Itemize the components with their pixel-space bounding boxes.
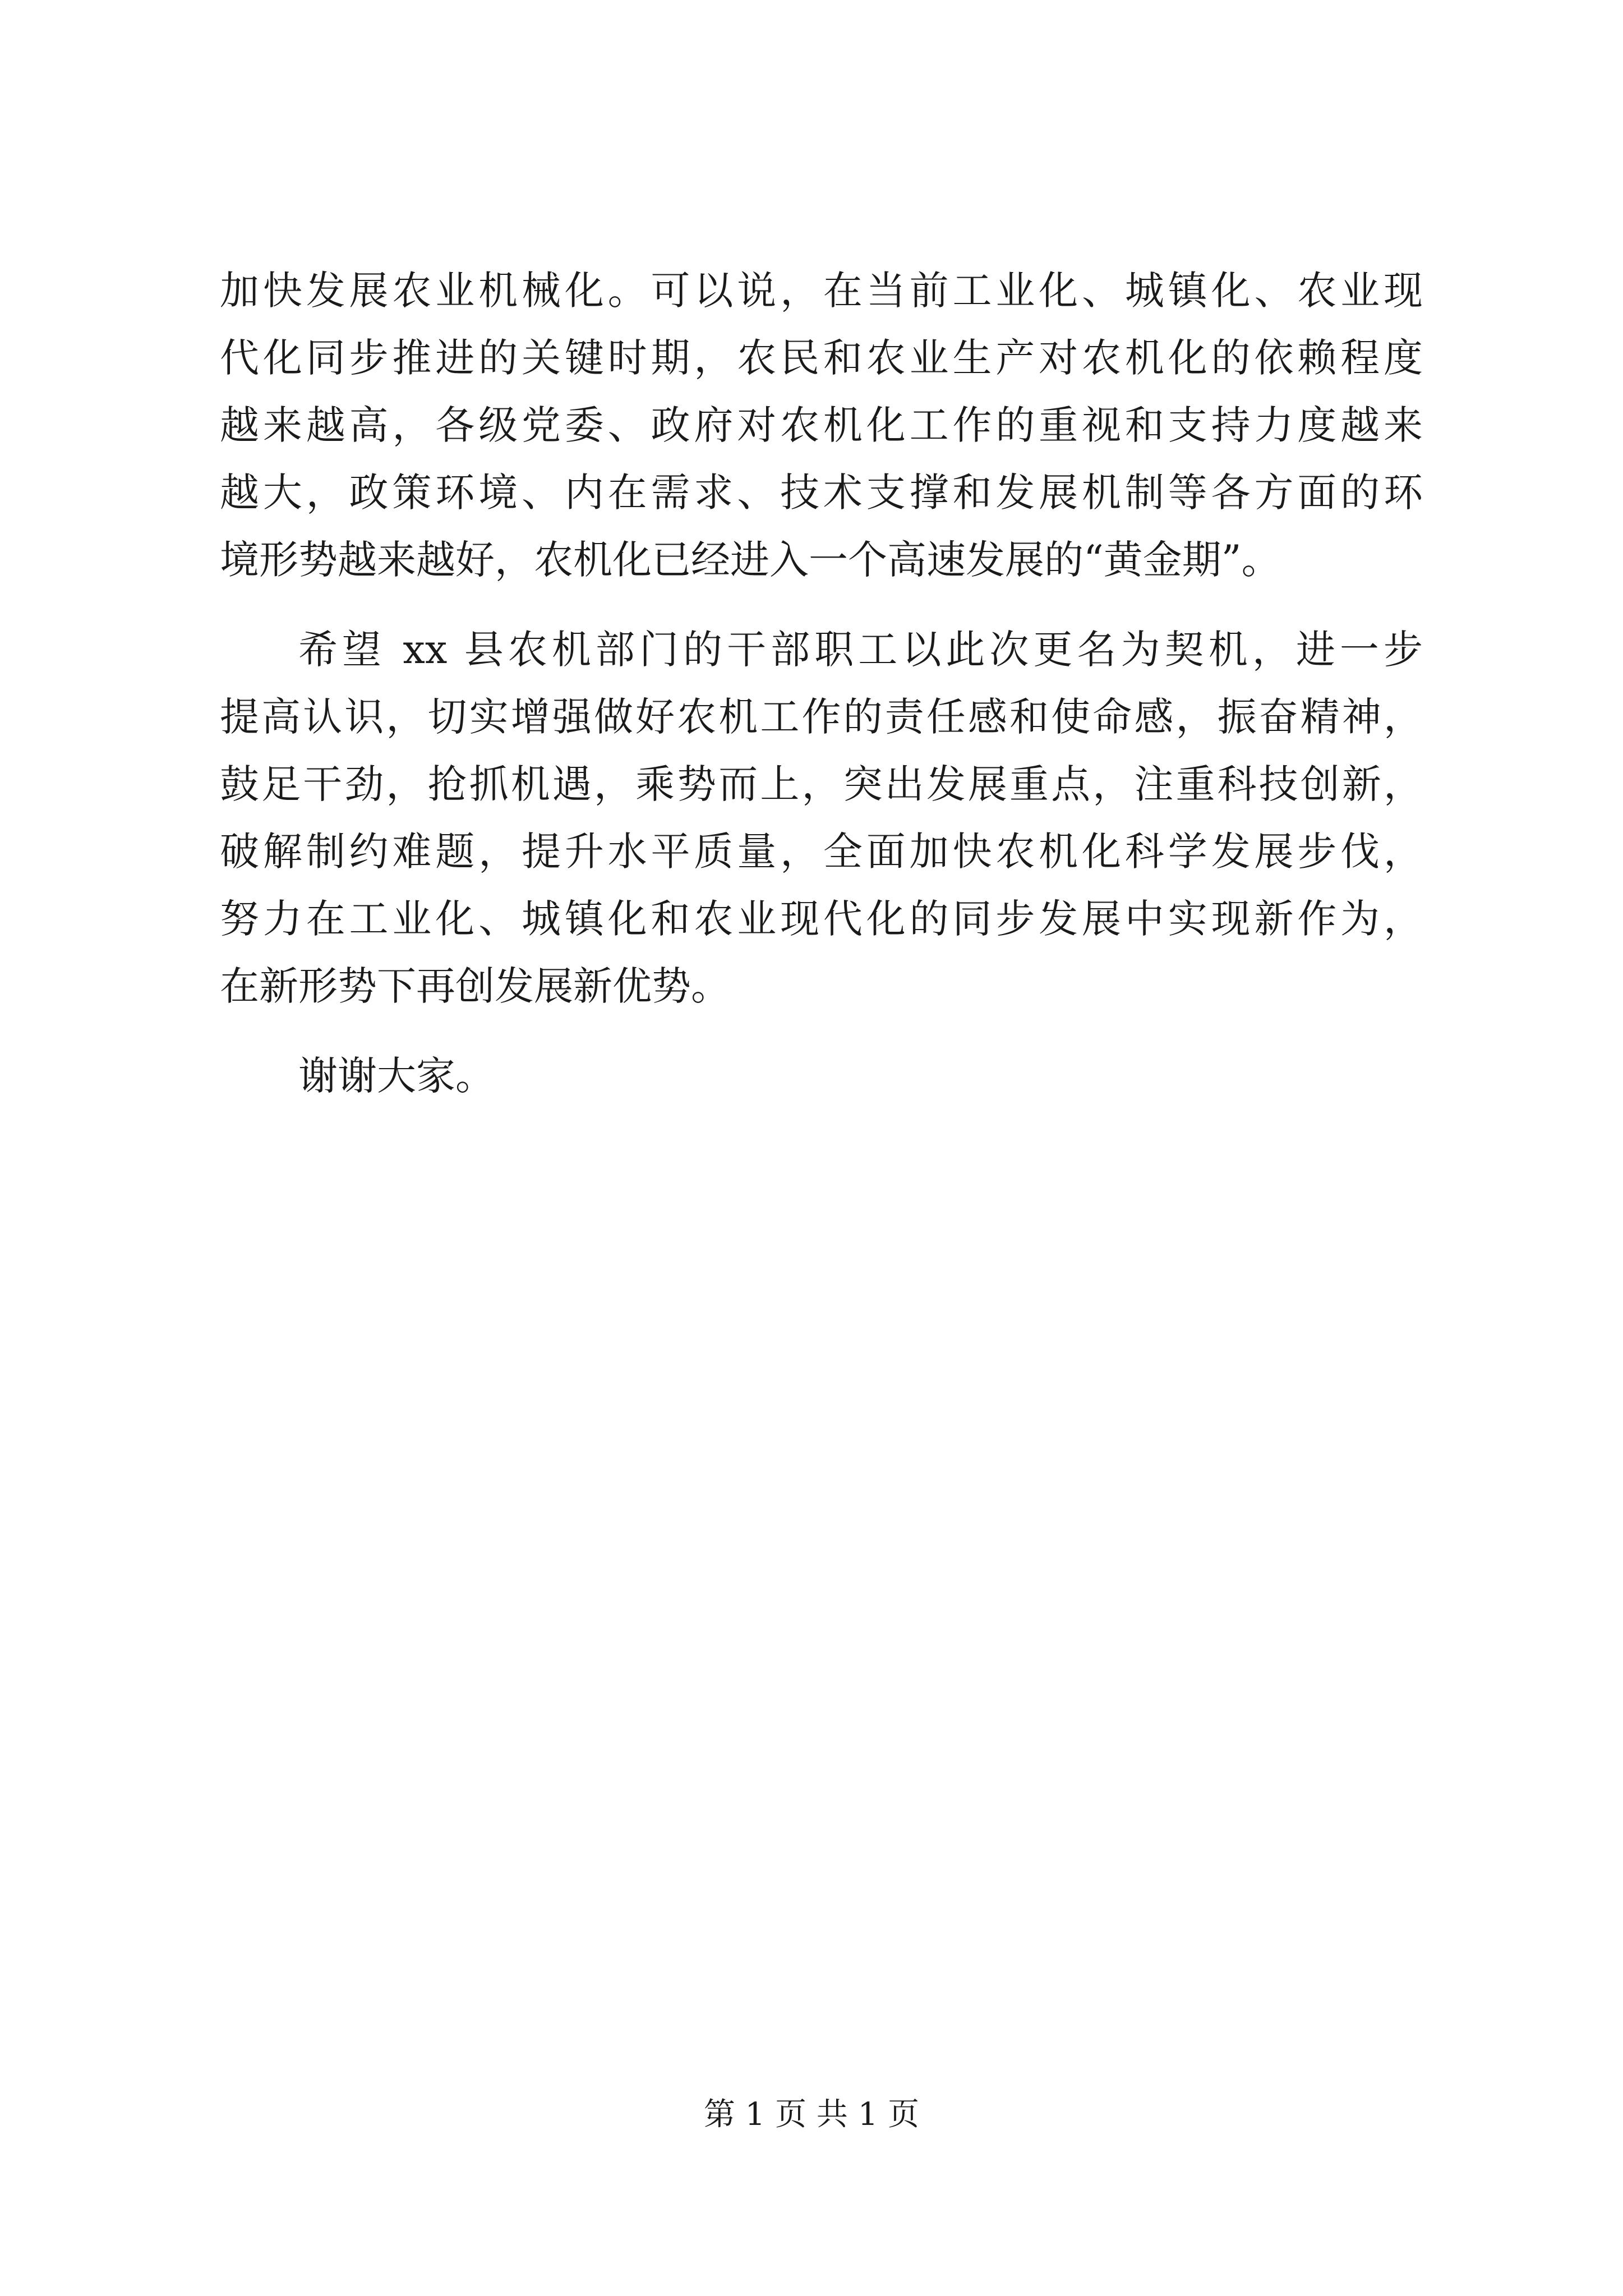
paragraph-line: 代化同步推进的关键时期，农民和农业生产对农机化的依赖程度 bbox=[220, 335, 1423, 381]
paragraph-line: 鼓足干劲，抢抓机遇，乘势而上，突出发展重点，注重科技创新， bbox=[220, 761, 1423, 807]
paragraph-line: 希望 xx 县农机部门的干部职工以此次更名为契机，进一步 bbox=[298, 627, 1423, 673]
paragraph-line: 在新形势下再创发展新优势。 bbox=[220, 963, 730, 1009]
paragraph-line: 努力在工业化、城镇化和农业现代化的同步发展中实现新作为， bbox=[220, 896, 1423, 942]
paragraph-line: 加快发展农业机械化。可以说，在当前工业化、城镇化、农业现 bbox=[220, 268, 1423, 314]
paragraph-line: 提高认识，切实增强做好农机工作的责任感和使命感，振奋精神， bbox=[220, 694, 1423, 740]
paragraph-1 bbox=[220, 257, 1423, 593]
page-footer: 第 1 页 共 1 页 bbox=[703, 2096, 920, 2133]
paragraph-line: 越大，政策环境、内在需求、技术支撑和发展机制等各方面的环 bbox=[220, 470, 1423, 516]
paragraph-spacer bbox=[220, 593, 1423, 616]
paragraph-line: 越来越高，各级党委、政府对农机化工作的重视和支持力度越来 bbox=[220, 402, 1423, 448]
document-body bbox=[220, 257, 1423, 1110]
paragraph-line: 境形势越来越好，农机化已经进入一个高速发展的“黄金期”。 bbox=[220, 537, 1281, 583]
paragraph-3 bbox=[220, 1042, 1423, 1110]
paragraph-line: 破解制约难题，提升水平质量，全面加快农机化科学发展步伐， bbox=[220, 829, 1423, 875]
paragraph-line: 谢谢大家。 bbox=[298, 1053, 495, 1099]
paragraph-spacer bbox=[220, 1020, 1423, 1042]
paragraph-2 bbox=[220, 616, 1423, 1020]
